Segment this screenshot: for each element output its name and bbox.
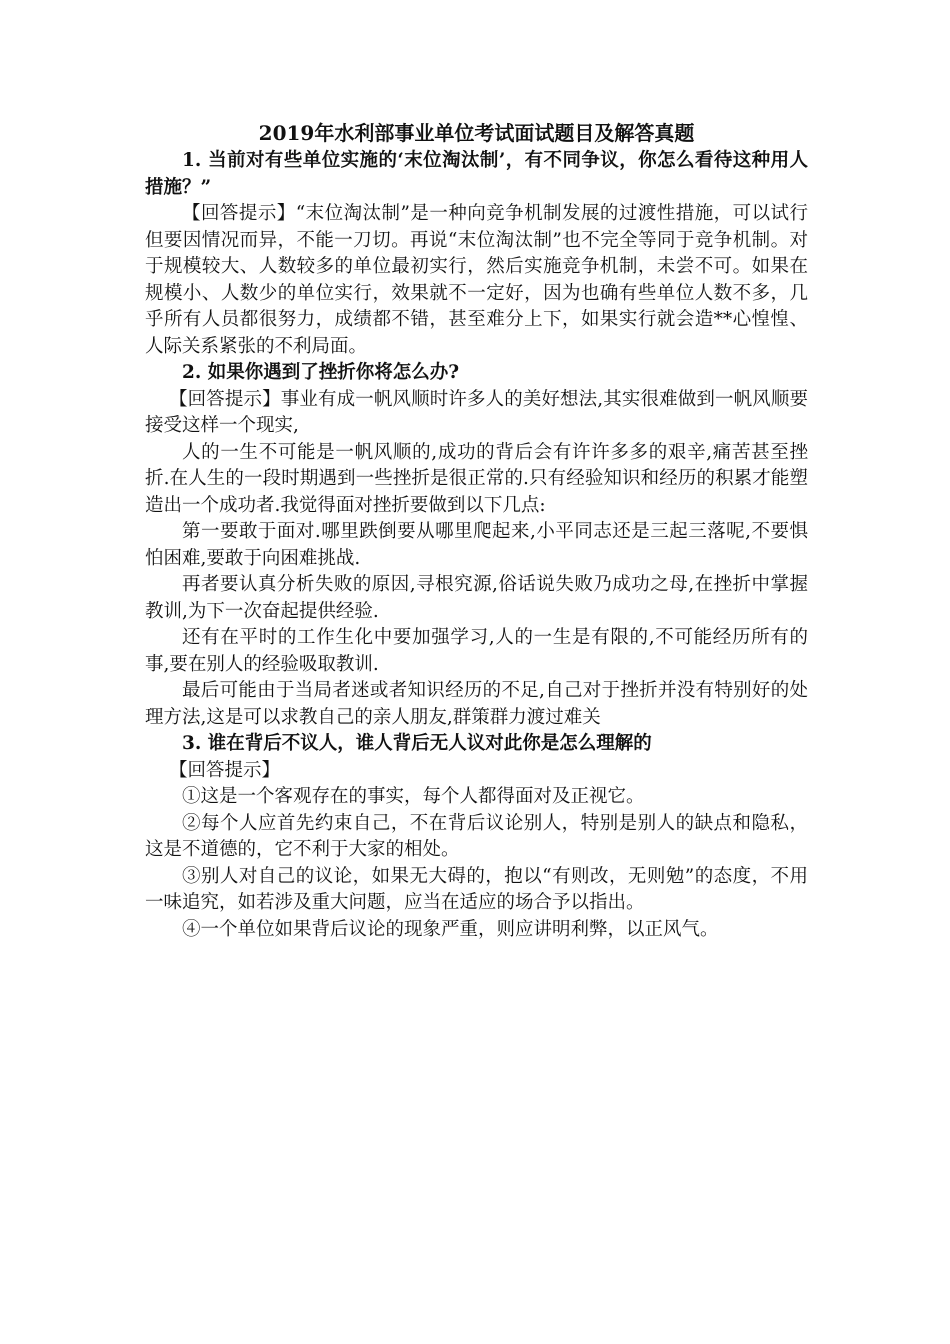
answer-2-paragraph-2: 人的一生不可能是一帆风顺的,成功的背后会有许许多多的艰辛,痛苦甚至挫折.在人生的一段时期遇到一些挫折是很正常的.只有经验知识和经历的积累才能塑造出一个成功者.我觉得面对挫折要做到以下几点:	[145, 441, 808, 516]
answer-3-paragraph-4: ③别人对自己的议论，如果无大碍的，抱以“有则改，无则勉”的态度，不用一味追究，如若涉及重大问题，应当在适应的场合予以指出。	[145, 865, 808, 913]
answer-2-paragraph-3: 第一要敢于面对.哪里跌倒要从哪里爬起来,小平同志还是三起三落呢,不要惧怕困难,要敢于向困难挑战.	[145, 521, 808, 569]
answer-3-paragraph-3: ②每个人应首先约束自己，不在背后议论别人，特别是别人的缺点和隐私，这是不道德的，它不利于大家的相处。	[145, 812, 808, 860]
answer-2-paragraph-6: 最后可能由于当局者迷或者知识经历的不足,自己对于挫折并没有特别好的处理方法,这是可以求教自己的亲人朋友,群策群力渡过难关	[145, 680, 808, 728]
answer-2-paragraph-1: 【回答提示】事业有成一帆风顺时许多人的美好想法,其实很难做到一帆风顺要接受这样一个现实,	[145, 388, 808, 436]
answer-3-paragraph-1: 【回答提示】	[169, 759, 281, 781]
question-2: 2. 如果你遇到了挫折你将怎么办?	[182, 362, 460, 383]
answer-2-paragraph-5: 还有在平时的工作生化中要加强学习,人的一生是有限的,不可能经历所有的事,要在别人的经验吸取教训.	[145, 627, 808, 675]
answer-2-paragraph-4: 再者要认真分析失败的原因,寻根究源,俗话说失败乃成功之母,在挫折中掌握教训,为下一次奋起提供经验.	[145, 574, 808, 622]
document-page	[145, 118, 808, 943]
answer-3-paragraph-2: ①这是一个客观存在的事实，每个人都得面对及正视它。	[182, 786, 645, 807]
document-title: 2019年水利部事业单位考试面试题目及解答真题	[258, 121, 695, 145]
question-1: 1. 当前对有些单位实施的‘末位淘汰制’，有不同争议，你怎么看待这种用人措施？”	[145, 150, 808, 198]
answer-1-paragraph-1: 【回答提示】“末位淘汰制”是一种向竞争机制发展的过渡性措施，可以试行但要因情况而异，不能一刀切。再说“末位淘汰制”也不完全等同于竞争机制。对于规模较大、人数较多的单位最初实行，然后实施竞争机制，未尝不可。如果在规模小、人数少的单位实行，效果就不一定好，因为也确有些单位人数不多，几乎所有人员都很努力，成绩都不错，甚至难分上下，如果实行就会造**心惶惶、人际关系紧张的不利局面。	[145, 203, 808, 357]
question-3: 3. 谁在背后不议人，谁人背后无人议对此你是怎么理解的	[182, 733, 652, 754]
answer-3-paragraph-5: ④一个单位如果背后议论的现象严重，则应讲明利弊，以正风气。	[182, 918, 719, 940]
